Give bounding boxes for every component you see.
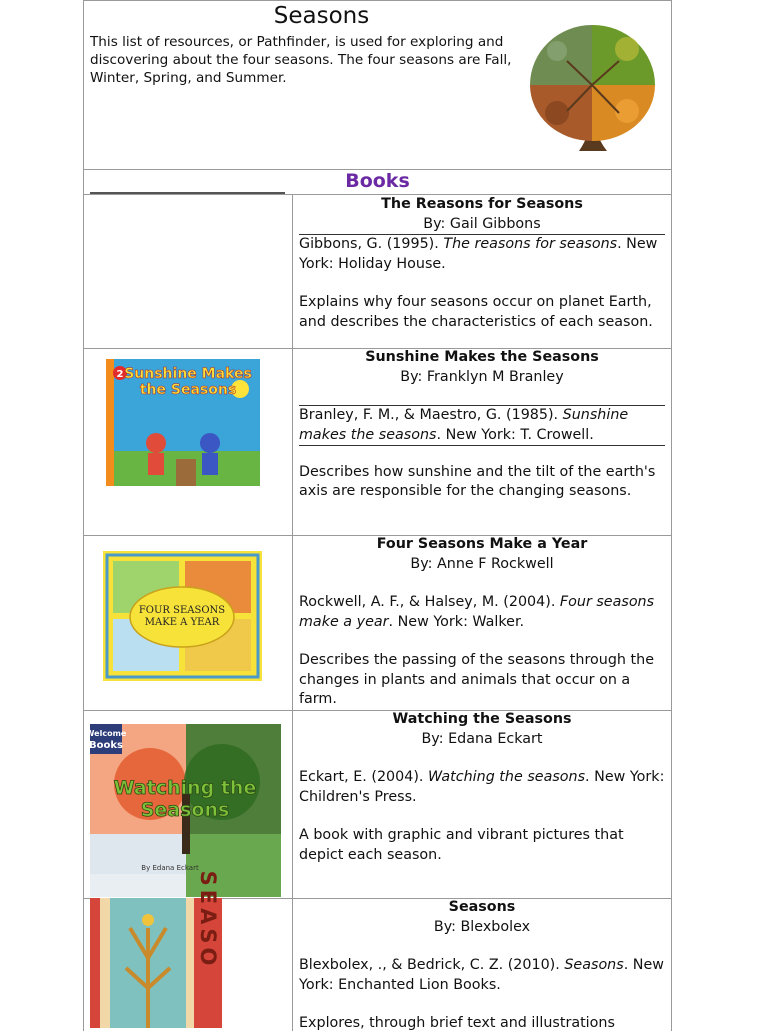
book-citation: Eckart, E. (2004). Watching the seasons. New York: Children's Press. xyxy=(299,769,665,805)
book-author: By: Franklyn M Branley xyxy=(400,368,564,385)
svg-text:Sunshine Makes: Sunshine Makes xyxy=(124,366,252,382)
book-description: A book with graphic and vibrant pictures that depict each season. xyxy=(299,827,624,863)
svg-text:MAKE A YEAR: MAKE A YEAR xyxy=(144,617,220,628)
svg-text:Books: Books xyxy=(89,740,123,751)
book-row xyxy=(84,195,671,349)
book-description: Describes the passing of the seasons through the changes in plants and animals that occur on a farm. xyxy=(299,652,654,707)
book-cover-image xyxy=(90,870,222,1028)
books-section-header xyxy=(84,170,671,195)
book-cover-cell xyxy=(84,348,293,535)
book-title: Watching the Seasons xyxy=(392,711,572,727)
book-title: The Reasons for Seasons xyxy=(381,196,583,212)
books-heading: Books xyxy=(345,170,410,192)
book-citation: Rockwell, A. F., & Halsey, M. (2004). Four seasons make a year. New York: Walker. xyxy=(299,594,655,630)
book-row xyxy=(84,870,671,1031)
book-citation: Gibbons, G. (1995). The reasons for seasons. New York: Holiday House. xyxy=(299,236,658,272)
divider xyxy=(90,192,285,194)
book-row xyxy=(84,348,671,536)
divider xyxy=(299,445,665,446)
book-description: Describes how sunshine and the tilt of the earth's axis are responsible for the changing seasons. xyxy=(299,464,656,499)
book-author: By: Blexbolex xyxy=(433,918,531,935)
book-info xyxy=(299,535,665,710)
svg-text:SEASO: SEASO xyxy=(196,870,220,970)
book-title: Four Seasons Make a Year xyxy=(376,536,588,552)
book-cover-cell xyxy=(84,710,293,898)
svg-text:2: 2 xyxy=(116,369,124,380)
book-description: Explains why four seasons occur on planet Earth, and describes the characteristics of each season. xyxy=(299,294,653,330)
book-cover-cell xyxy=(84,870,293,1031)
book-author: By: Edana Eckart xyxy=(421,730,543,747)
book-row xyxy=(84,535,671,711)
book-info xyxy=(299,195,665,332)
book-author: By: Gail Gibbons xyxy=(423,215,541,232)
pathfinder-page xyxy=(83,0,672,1031)
book-info xyxy=(299,710,665,865)
book-cover-cell xyxy=(84,195,293,348)
book-row xyxy=(84,710,671,899)
book-info xyxy=(299,348,665,500)
page-title: Seasons xyxy=(273,3,370,29)
book-citation: Branley, F. M., & Maestro, G. (1985). Sunshine makes the seasons. New York: T. Crowell. xyxy=(299,407,629,443)
svg-text:Seasons: Seasons xyxy=(140,799,230,821)
book-cover-image xyxy=(106,359,260,486)
svg-text:FOUR SEASONS: FOUR SEASONS xyxy=(138,605,226,616)
header-section xyxy=(84,1,671,170)
book-cover-image xyxy=(85,724,281,897)
svg-text:Welcome: Welcome xyxy=(85,729,127,738)
book-citation: Blexbolex, ., & Bedrick, C. Z. (2010). Seasons. New York: Enchanted Lion Books. xyxy=(299,957,664,993)
intro-text: This list of resources, or Pathfinder, is used for exploring and discovering about the four seasons. The four seasons are Fall, Winter, Spring, and Summer. xyxy=(90,34,512,86)
svg-text:Watching the: Watching the xyxy=(113,777,257,799)
four-seasons-tree-image xyxy=(527,21,659,153)
book-cover-image xyxy=(103,551,262,681)
svg-text:By Edana Eckart: By Edana Eckart xyxy=(141,864,199,872)
svg-text:the Seasons: the Seasons xyxy=(139,382,237,398)
book-title: Sunshine Makes the Seasons xyxy=(365,349,599,365)
book-author: By: Anne F Rockwell xyxy=(410,555,554,572)
book-info xyxy=(299,898,665,1034)
book-description: Explores, through brief text and illustrations xyxy=(299,1015,615,1031)
book-cover-cell xyxy=(84,535,293,710)
book-title: Seasons xyxy=(448,899,516,915)
